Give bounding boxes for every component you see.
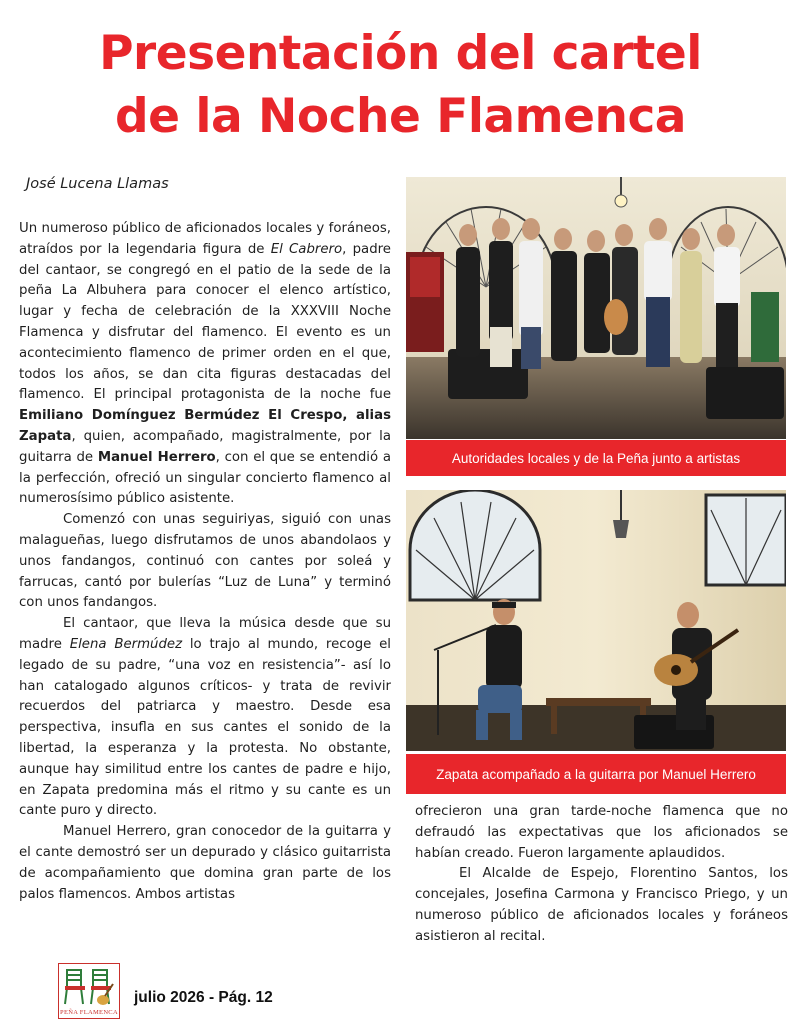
article-title xyxy=(0,22,801,148)
group-photo xyxy=(406,177,786,439)
paragraph-intro: Un numeroso público de aficionados locales y foráneos, atraídos por la legendaria figura de El Cabrero, padre del cantaor, se congregó en el patio de la sede de la peña La Albuhera para conocer el elenco artístico, lugar y fecha de celebración de la XXXVIII Noche Flamenca y disfrutar del flamenco. El evento es un acontecimiento flamenco de primer orden en el que, todos los años, se dan cita figuras destacadas del flamenco. El principal protagonista de la noche fue Emiliano Domínguez Bermúdez El Crespo, alias Zapata, quien, acompañado, magistralmente, por la guitarra de Manuel Herrero, con el que se entendió a la perfección, ofreció un singular concierto flamenco al numerosísimo público asistente. xyxy=(19,221,391,507)
page-footer: julio 2026 - Pág. 12 xyxy=(134,989,273,1006)
title-line-2: de la Noche Flamenca xyxy=(114,89,687,144)
paragraph-guitarist: Manuel Herrero, gran conocedor de la guitarra y el cante demostró ser un depurado y clásico guitarrista de acompañamiento que domina gran parte de los palos flamencos. Ambos artistas xyxy=(19,824,391,902)
photo-caption-performance: Zapata acompañado a la guitarra por Manuel Herrero xyxy=(406,754,786,794)
author-name: José Lucena Llamas xyxy=(26,176,169,192)
article-column-left xyxy=(19,219,391,905)
title-line-1: Presentación del cartel xyxy=(99,26,702,81)
paragraph-ending: ofrecieron una gran tarde-noche flamenca que no defraudó las expectativas que los aficionados se habían creado. Fueron largamente aplaudidos. xyxy=(415,804,788,861)
chairs-guitar-icon xyxy=(59,964,118,1008)
photo-caption-group: Autoridades locales y de la Peña junto a artistas xyxy=(406,440,786,476)
paragraph-attendees: El Alcalde de Espejo, Florentino Santos, los concejales, Josefina Carmona y Francisco Priego, y un numeroso público de aficionados locales y foráneos asistieron al recital. xyxy=(415,866,788,944)
pena-flamenca-logo xyxy=(58,963,120,1019)
logo-label: PEÑA FLAMENCA xyxy=(60,1009,118,1016)
paragraph-repertoire: Comenzó con unas seguiriyas, siguió con unas malagueñas, luego disfrutamos de unos abandolaos y unos fandangos, continuó con cantes por soleá y farrucas, cantó por bulerías “Luz de Luna” y terminó con unos fandangos. xyxy=(19,512,391,611)
performance-photo xyxy=(406,490,786,751)
article-column-right xyxy=(415,802,788,948)
paragraph-cantaor: El cantaor, que lleva la música desde que su madre Elena Bermúdez lo trajo al mundo, recoge el legado de su padre, “una voz en resistencia”- así lo han catalogado algunos críticos- y trata de revivir recuerdos del patriarca y maestro. Desde esa perspectiva, insufla en sus cantes el sonido de la libertad, la esperanza y la protesta. No obstante, aunque hay similitud entre los cantes de padre e hijo, en Zapata predomina más el ritmo y su cante es un cante puro y directo. xyxy=(19,616,391,819)
